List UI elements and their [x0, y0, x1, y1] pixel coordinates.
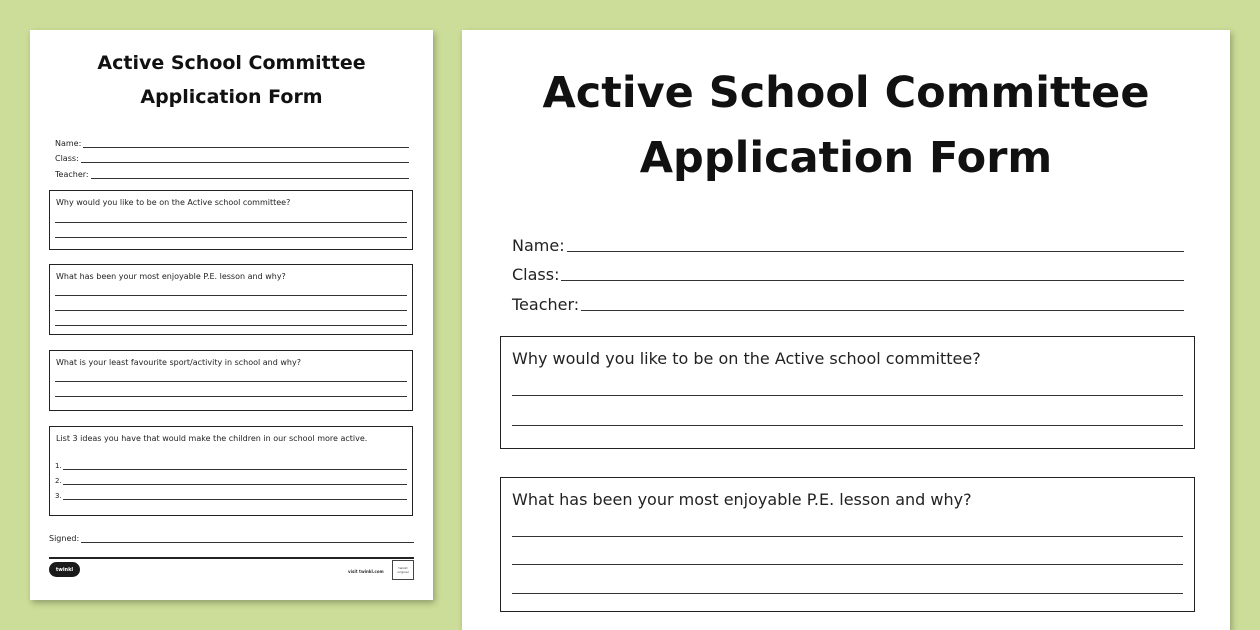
- answer-line: [512, 395, 1183, 396]
- answer-line: [55, 381, 407, 382]
- idea-line-2[interactable]: [55, 475, 407, 485]
- idea-number-3: 3.: [55, 492, 62, 500]
- zoomed-name-field[interactable]: [512, 231, 1184, 255]
- question-box-1[interactable]: [49, 190, 413, 250]
- idea-rule: [63, 469, 407, 470]
- zoomed-question-2-text: What has been your most enjoyable P.E. lesson and why?: [512, 490, 972, 509]
- footer-visit-text: visit twinkl.com: [348, 569, 384, 574]
- zoomed-name-rule: [567, 251, 1184, 252]
- teacher-rule: [91, 178, 409, 179]
- signed-field[interactable]: [49, 531, 414, 543]
- idea-rule: [63, 484, 407, 485]
- name-field[interactable]: [55, 136, 409, 148]
- idea-rule: [63, 499, 407, 500]
- answer-line: [55, 237, 407, 238]
- zoomed-question-box-2[interactable]: [500, 477, 1195, 612]
- twinkl-original-badge: twinkl original: [392, 560, 414, 580]
- idea-number-2: 2.: [55, 477, 62, 485]
- zoomed-class-label: Class:: [512, 265, 560, 284]
- teacher-label: Teacher:: [55, 170, 89, 179]
- answer-line: [55, 396, 407, 397]
- question-box-2[interactable]: [49, 264, 413, 335]
- answer-line: [512, 564, 1183, 565]
- zoomed-teacher-rule: [581, 310, 1184, 311]
- answer-line: [55, 295, 407, 296]
- answer-line: [512, 425, 1183, 426]
- form-title-line2: Application Form: [140, 86, 323, 108]
- question-box-4[interactable]: [49, 426, 413, 516]
- footer-divider: [49, 557, 414, 559]
- question-4-text: List 3 ideas you have that would make the children in our school more active.: [56, 434, 368, 443]
- question-3-text: What is your least favourite sport/activity in school and why?: [56, 358, 301, 367]
- zoomed-class-field[interactable]: [512, 260, 1184, 284]
- answer-line: [55, 325, 407, 326]
- zoomed-teacher-field[interactable]: [512, 290, 1184, 314]
- idea-line-3[interactable]: [55, 490, 407, 500]
- zoomed-class-rule: [561, 280, 1184, 281]
- class-rule: [81, 162, 409, 163]
- zoomed-teacher-label: Teacher:: [512, 295, 580, 314]
- signed-label: Signed:: [49, 534, 80, 543]
- name-rule: [83, 147, 409, 148]
- zoomed-title-line2: Application Form: [639, 133, 1053, 183]
- teacher-field[interactable]: [55, 167, 409, 179]
- question-1-text: Why would you like to be on the Active school committee?: [56, 198, 291, 207]
- zoomed-question-1-text: Why would you like to be on the Active school committee?: [512, 349, 981, 368]
- answer-line: [55, 310, 407, 311]
- twinkl-logo: twinkl: [49, 562, 80, 577]
- name-label: Name:: [55, 139, 82, 148]
- idea-number-1: 1.: [55, 462, 62, 470]
- class-label: Class:: [55, 154, 79, 163]
- class-field[interactable]: [55, 151, 409, 163]
- idea-line-1[interactable]: [55, 460, 407, 470]
- form-zoomed-page: [462, 30, 1230, 630]
- zoomed-name-label: Name:: [512, 236, 565, 255]
- answer-line: [512, 593, 1183, 594]
- answer-line: [512, 536, 1183, 537]
- zoomed-question-box-1[interactable]: [500, 336, 1195, 449]
- form-preview-page: [30, 30, 433, 600]
- question-box-3[interactable]: [49, 350, 413, 411]
- form-title-line1: Active School Committee: [97, 52, 366, 74]
- zoomed-title-line1: Active School Committee: [542, 68, 1150, 118]
- answer-line: [55, 222, 407, 223]
- question-2-text: What has been your most enjoyable P.E. lesson and why?: [56, 272, 286, 281]
- signed-rule: [81, 542, 414, 543]
